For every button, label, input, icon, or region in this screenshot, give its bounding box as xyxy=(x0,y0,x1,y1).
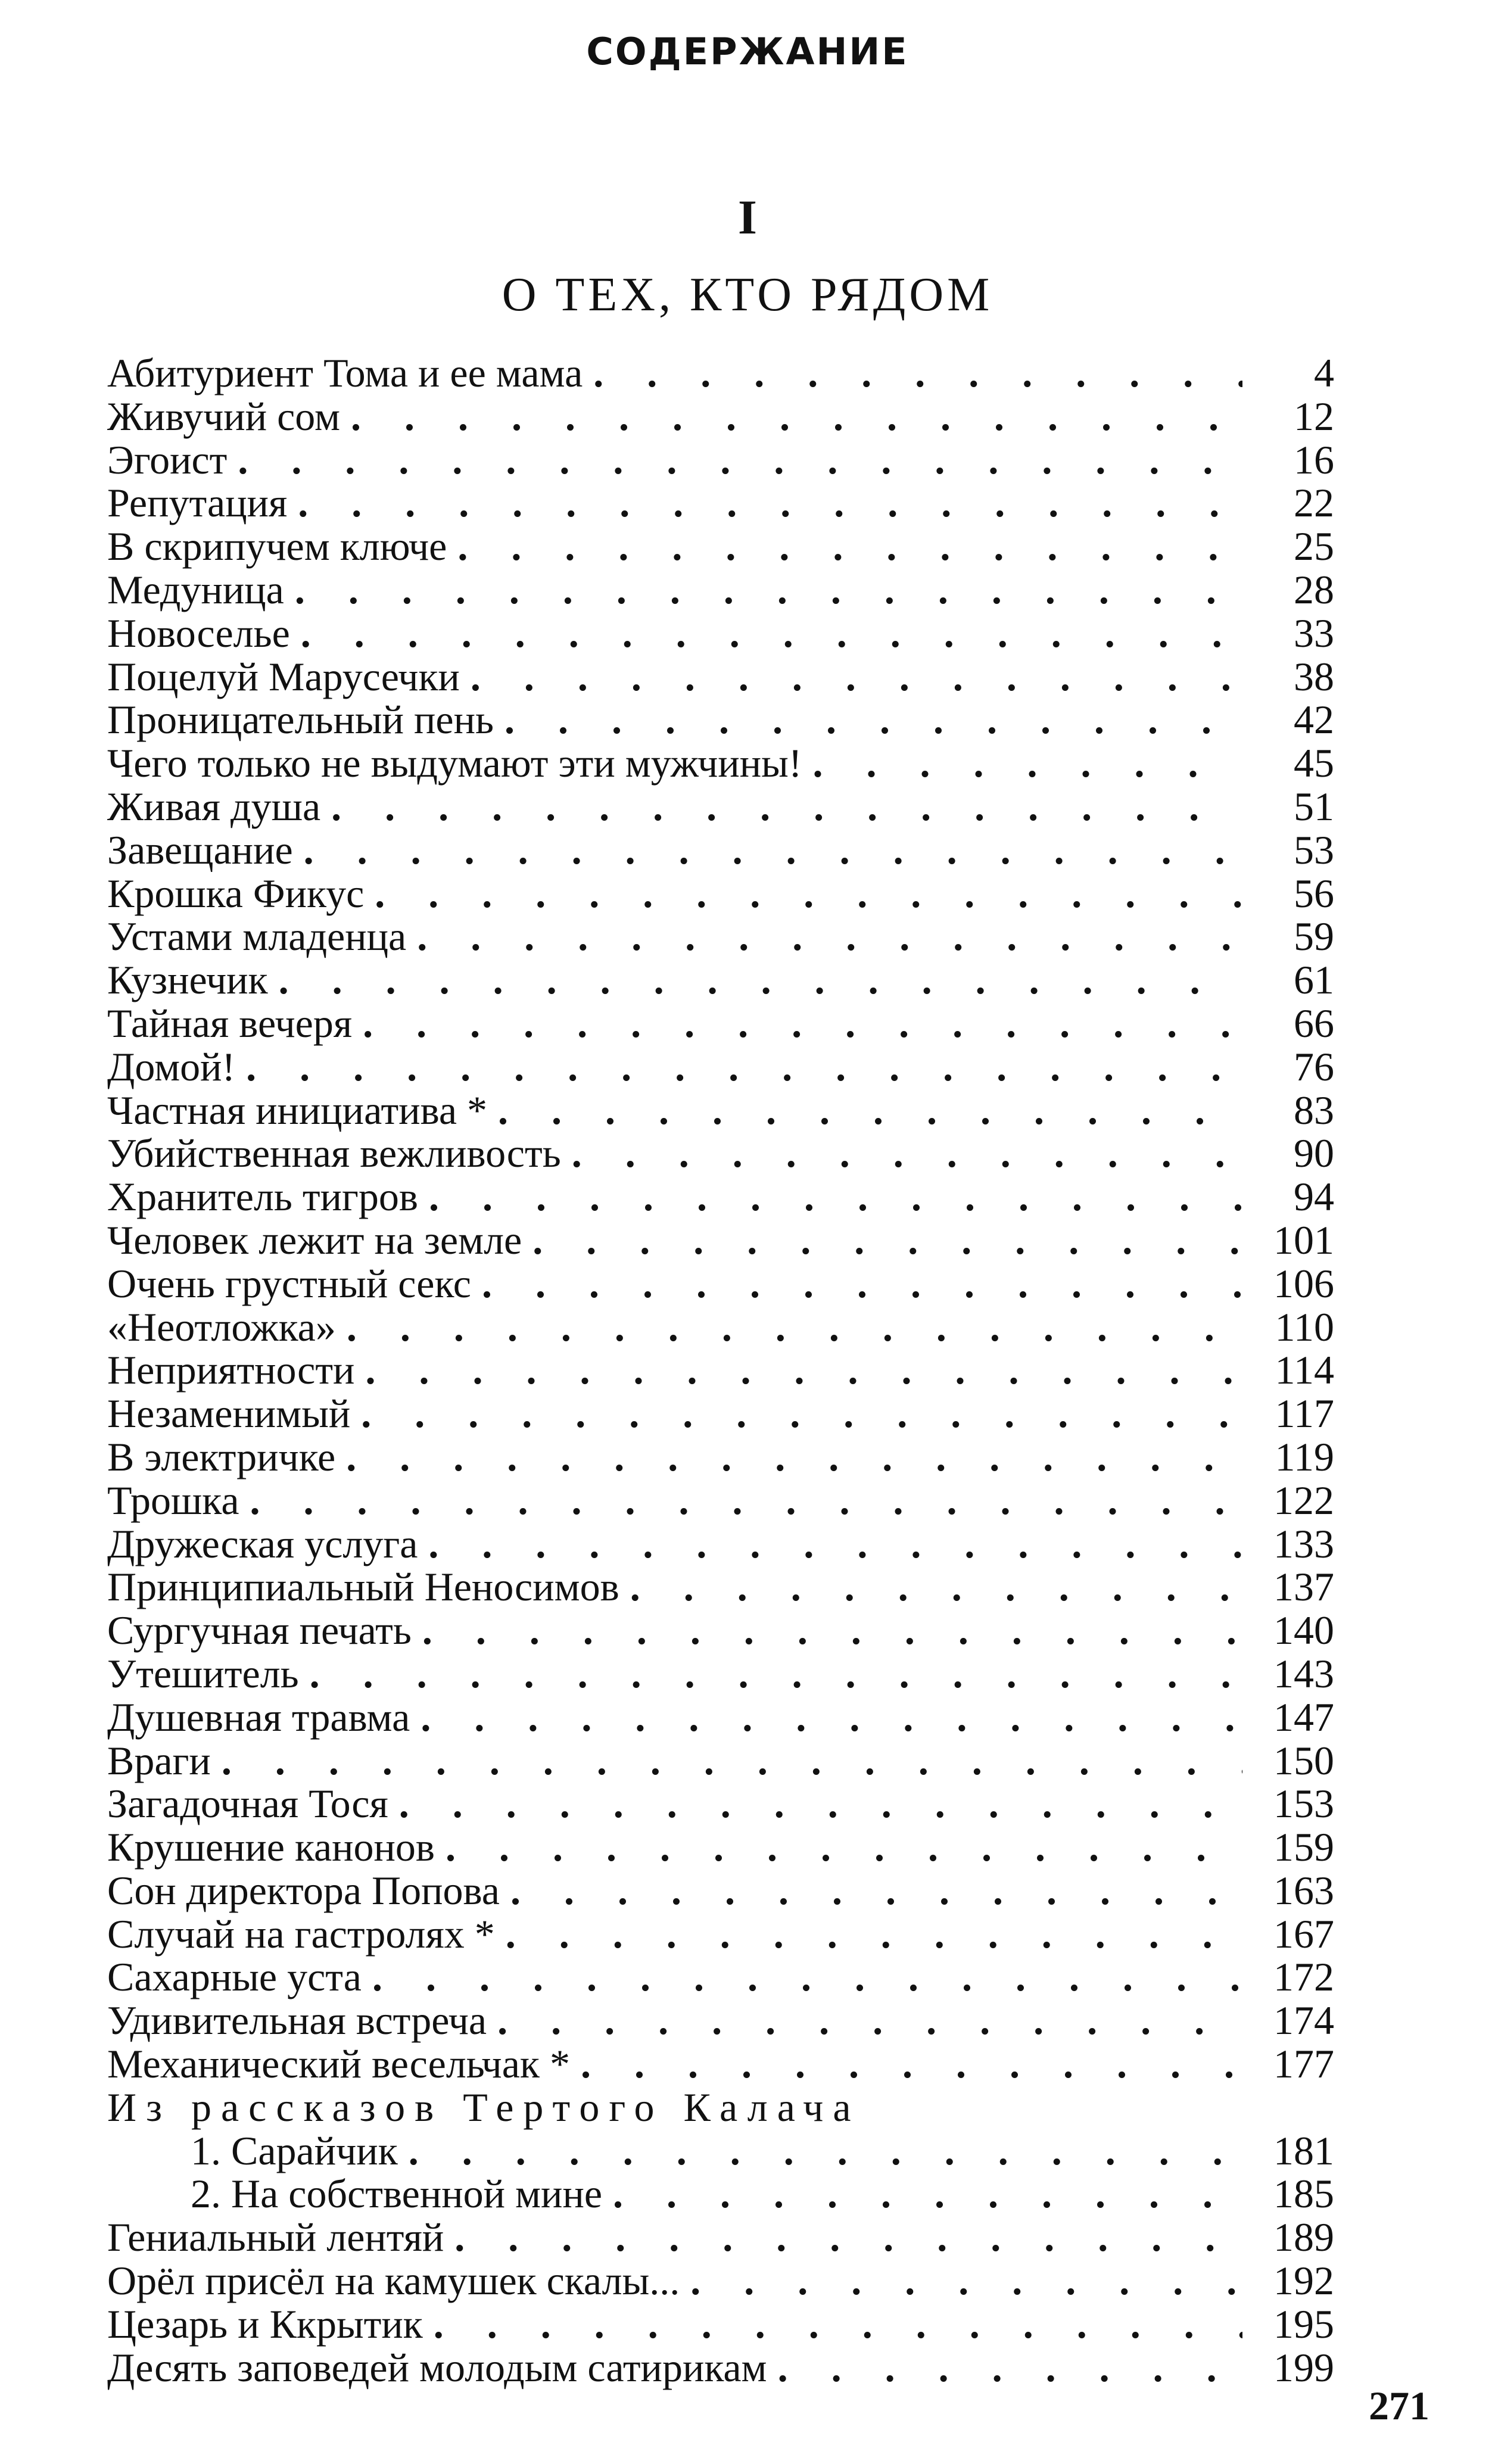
toc-entry-page: 159 xyxy=(1273,1824,1334,1870)
dot-leader xyxy=(422,1609,1242,1652)
dot-leader xyxy=(471,655,1242,699)
dot-leader xyxy=(690,2259,1242,2303)
toc-subentry[interactable] xyxy=(107,2129,1334,2173)
toc-entry-page: 101 xyxy=(1273,1217,1334,1263)
dot-leader xyxy=(298,481,1242,525)
dot-leader xyxy=(331,785,1242,828)
dot-leader xyxy=(497,1999,1242,2042)
toc-entry-page: 137 xyxy=(1273,1564,1334,1610)
toc-entry[interactable] xyxy=(107,1652,1334,1696)
toc-entry-page: 53 xyxy=(1294,827,1334,873)
dot-leader xyxy=(409,2129,1242,2173)
dot-leader xyxy=(446,1826,1242,1869)
toc-entry-page: 110 xyxy=(1275,1304,1334,1350)
dot-leader xyxy=(532,1219,1242,1262)
toc-entry-page: 33 xyxy=(1294,610,1334,656)
dot-leader xyxy=(417,915,1242,958)
toc-entry-title: Эгоист xyxy=(107,437,228,482)
toc-entry[interactable] xyxy=(107,1045,1334,1089)
toc-entry-title: Абитуриент Тома и ее мама xyxy=(107,350,583,395)
dot-leader xyxy=(434,2303,1242,2346)
toc-entry-title: Хранитель тигров xyxy=(107,1174,419,1220)
dot-leader xyxy=(572,1132,1242,1175)
toc-entry[interactable] xyxy=(107,915,1334,958)
toc-entry[interactable] xyxy=(107,1999,1334,2042)
dot-leader xyxy=(454,2216,1242,2259)
toc-entry[interactable] xyxy=(107,1219,1334,1262)
toc-entry-title: Поцелуй Марусечки xyxy=(107,653,460,699)
toc-entry-page: 114 xyxy=(1275,1347,1334,1393)
toc-entry-title: Кузнечик xyxy=(107,957,268,1003)
dot-leader xyxy=(399,1782,1242,1826)
page-number: 271 xyxy=(1369,2383,1429,2428)
toc-entry-title: Утешитель xyxy=(107,1650,299,1696)
toc-entry[interactable] xyxy=(107,1132,1334,1175)
toc-entry-page: 195 xyxy=(1273,2301,1334,2347)
dot-leader xyxy=(347,1306,1242,1349)
toc-entry-title: Принципиальный Неносимов xyxy=(107,1564,619,1610)
toc-entry[interactable] xyxy=(107,2216,1334,2259)
toc-entry-page: 177 xyxy=(1273,2041,1334,2087)
toc-entry[interactable] xyxy=(107,351,1334,395)
toc-entry-page: 56 xyxy=(1294,870,1334,916)
toc-subentry-page: 185 xyxy=(1273,2171,1334,2217)
toc-entry-title: Неприятности xyxy=(107,1347,355,1393)
dot-leader xyxy=(238,438,1242,482)
toc-entry[interactable] xyxy=(107,698,1334,742)
toc-entry-page: 12 xyxy=(1294,393,1334,439)
dot-leader xyxy=(613,2172,1242,2216)
toc-group-title: Из рассказов Тертого Калача xyxy=(107,2084,861,2130)
toc-entry-title: Крошка Фикус xyxy=(107,870,365,916)
table-of-contents xyxy=(107,351,1334,2389)
section-number: I xyxy=(738,190,757,244)
toc-entry-title: Завещание xyxy=(107,827,293,873)
toc-entry[interactable] xyxy=(107,438,1334,482)
toc-entry-title: «Неотложка» xyxy=(107,1304,336,1350)
toc-entry-page: 192 xyxy=(1273,2258,1334,2304)
dot-leader xyxy=(250,1479,1243,1522)
toc-entry-page: 83 xyxy=(1294,1087,1334,1133)
toc-entry-title: Механический весельчак * xyxy=(107,2041,570,2087)
toc-entry[interactable] xyxy=(107,1002,1334,1045)
toc-entry-page: 163 xyxy=(1273,1867,1334,1913)
toc-entry-page: 174 xyxy=(1273,1998,1334,2044)
dot-leader xyxy=(498,1089,1242,1132)
toc-entry[interactable] xyxy=(107,1089,1334,1132)
toc-entry-page: 199 xyxy=(1273,2344,1334,2390)
toc-entry-page: 143 xyxy=(1273,1650,1334,1696)
toc-entry[interactable] xyxy=(107,1696,1334,1739)
dot-leader xyxy=(593,351,1242,395)
toc-entry-title: Сон директора Попова xyxy=(107,1867,500,1913)
dot-leader xyxy=(365,1348,1242,1392)
toc-entry[interactable] xyxy=(107,1565,1334,1609)
toc-entry[interactable] xyxy=(107,1306,1334,1349)
toc-subentry-title: 1. Сарайчик xyxy=(191,2127,398,2173)
dot-leader xyxy=(510,1869,1242,1912)
toc-entry[interactable] xyxy=(107,655,1334,699)
toc-entry[interactable] xyxy=(107,612,1334,655)
dot-leader xyxy=(457,525,1242,568)
toc-entry-page: 76 xyxy=(1294,1043,1334,1089)
toc-entry-page: 167 xyxy=(1273,1911,1334,1957)
toc-subentry[interactable] xyxy=(107,2172,1334,2216)
toc-entry-title: Орёл присёл на камушек скалы... xyxy=(107,2258,680,2304)
toc-entry-title: Тайная вечеря xyxy=(107,1000,353,1046)
toc-entry-title: Чего только не выдумают эти мужчины! xyxy=(107,740,802,786)
toc-entry-title: Враги xyxy=(107,1737,211,1783)
toc-entry-title: Сургучная печать xyxy=(107,1608,412,1653)
toc-entry-title: Крушение канонов xyxy=(107,1824,435,1870)
toc-entry-title: Домой! xyxy=(107,1043,236,1089)
dot-leader xyxy=(279,958,1242,1002)
dot-leader xyxy=(222,1739,1242,1783)
dot-leader xyxy=(361,1392,1242,1435)
toc-entry[interactable] xyxy=(107,568,1334,612)
dot-leader xyxy=(304,828,1242,872)
toc-entry[interactable] xyxy=(107,1955,1334,1999)
toc-entry-page: 45 xyxy=(1294,740,1334,786)
toc-entry-title: Проницательный пень xyxy=(107,697,494,743)
toc-entry[interactable] xyxy=(107,1826,1334,1869)
dot-leader xyxy=(504,698,1242,742)
toc-entry[interactable] xyxy=(107,785,1334,828)
dot-leader xyxy=(351,395,1242,438)
toc-entry-title: Новоселье xyxy=(107,610,290,656)
toc-entry-page: 150 xyxy=(1273,1737,1334,1783)
toc-entry[interactable] xyxy=(107,395,1334,438)
toc-entry[interactable] xyxy=(107,1479,1334,1522)
dot-leader xyxy=(346,1435,1242,1479)
dot-leader xyxy=(310,1652,1242,1696)
dot-leader xyxy=(630,1565,1242,1609)
toc-entry-title: Очень грустный секс xyxy=(107,1260,471,1306)
toc-entry-title: Удивительная встреча xyxy=(107,1998,487,2044)
dot-leader xyxy=(301,612,1242,655)
toc-entry-title: Человек лежит на земле xyxy=(107,1217,522,1263)
toc-entry[interactable] xyxy=(107,1782,1334,1826)
toc-entry[interactable] xyxy=(107,828,1334,872)
toc-entry[interactable] xyxy=(107,2259,1334,2303)
toc-entry-title: Десять заповедей молодым сатирикам xyxy=(107,2344,767,2390)
toc-entry[interactable] xyxy=(107,1912,1334,1956)
toc-entry-title: В электричке xyxy=(107,1434,336,1479)
toc-entry-page: 172 xyxy=(1273,1954,1334,2000)
toc-entry-page: 25 xyxy=(1294,524,1334,569)
toc-entry-page: 140 xyxy=(1273,1608,1334,1653)
toc-entry[interactable] xyxy=(107,2303,1334,2346)
toc-entry-page: 189 xyxy=(1273,2214,1334,2260)
page-heading: СОДЕРЖАНИЕ xyxy=(586,30,909,73)
toc-entry-title: Трошка xyxy=(107,1477,239,1523)
toc-entry[interactable] xyxy=(107,1392,1334,1435)
toc-entry-page: 42 xyxy=(1294,697,1334,743)
toc-entry-page: 117 xyxy=(1275,1391,1334,1437)
dot-leader xyxy=(421,1696,1242,1739)
dot-leader xyxy=(428,1522,1242,1566)
toc-entry[interactable] xyxy=(107,525,1334,568)
toc-entry-title: В скрипучем ключе xyxy=(107,524,447,569)
toc-entry[interactable] xyxy=(107,1869,1334,1912)
toc-entry-page: 133 xyxy=(1273,1521,1334,1566)
toc-entry-title: Живая душа xyxy=(107,783,321,829)
toc-entry-title: Репутация xyxy=(107,480,288,526)
toc-entry[interactable] xyxy=(107,1175,1334,1219)
toc-entry-title: Незаменимый xyxy=(107,1391,351,1437)
toc-entry-page: 119 xyxy=(1275,1434,1334,1479)
toc-entry-page: 59 xyxy=(1294,914,1334,960)
dot-leader xyxy=(372,1955,1242,1999)
toc-entry[interactable] xyxy=(107,481,1334,525)
toc-entry-title: Случай на гастролях * xyxy=(107,1911,495,1957)
toc-entry[interactable] xyxy=(107,1739,1334,1783)
toc-entry-page: 38 xyxy=(1294,653,1334,699)
toc-entry[interactable] xyxy=(107,872,1334,915)
dot-leader xyxy=(581,2042,1242,2086)
dot-leader xyxy=(246,1045,1242,1089)
toc-entry-page: 66 xyxy=(1294,1000,1334,1046)
toc-entry-title: Живучий сом xyxy=(107,393,340,439)
toc-entry[interactable] xyxy=(107,1609,1334,1652)
dot-leader xyxy=(506,1912,1242,1956)
toc-entry[interactable] xyxy=(107,1522,1334,1566)
toc-entry-page: 94 xyxy=(1294,1174,1334,1220)
toc-subentry-page: 181 xyxy=(1273,2127,1334,2173)
toc-entry[interactable] xyxy=(107,2042,1334,2086)
toc-group-heading xyxy=(107,2086,1334,2129)
toc-subentry-title: 2. На собственной мине xyxy=(191,2171,603,2217)
toc-entry[interactable] xyxy=(107,742,1334,785)
toc-entry-title: Устами младенца xyxy=(107,914,407,960)
dot-leader xyxy=(375,872,1242,915)
dot-leader xyxy=(429,1175,1242,1219)
toc-entry-page: 122 xyxy=(1273,1477,1334,1523)
toc-entry-title: Загадочная Тося xyxy=(107,1781,388,1827)
dot-leader xyxy=(813,742,1243,785)
toc-entry-title: Цезарь и Ккрытик xyxy=(107,2301,423,2347)
section-title: О ТЕХ, КТО РЯДОМ xyxy=(502,269,993,321)
toc-entry-title: Убийственная вежливость xyxy=(107,1130,561,1176)
toc-entry-page: 106 xyxy=(1273,1260,1334,1306)
toc-entry[interactable] xyxy=(107,1262,1334,1306)
toc-entry-title: Сахарные уста xyxy=(107,1954,362,2000)
dot-leader xyxy=(482,1262,1242,1306)
toc-entry-page: 90 xyxy=(1294,1130,1334,1176)
toc-entry[interactable] xyxy=(107,1435,1334,1479)
toc-entry-page: 147 xyxy=(1273,1694,1334,1740)
toc-entry-title: Душевная травма xyxy=(107,1694,410,1740)
toc-entry-page: 4 xyxy=(1314,350,1334,395)
toc-entry-page: 28 xyxy=(1294,566,1334,612)
toc-entry-page: 22 xyxy=(1294,480,1334,526)
toc-entry-title: Дружеская услуга xyxy=(107,1521,418,1566)
toc-entry-title: Частная инициатива * xyxy=(107,1087,487,1133)
toc-entry[interactable] xyxy=(107,1348,1334,1392)
toc-entry-page: 16 xyxy=(1294,437,1334,482)
toc-entry-title: Гениальный лентяй xyxy=(107,2214,444,2260)
toc-entry-page: 153 xyxy=(1273,1781,1334,1827)
toc-entry-page: 61 xyxy=(1294,957,1334,1003)
toc-entry[interactable] xyxy=(107,958,1334,1002)
dot-leader xyxy=(363,1002,1242,1045)
toc-entry-title: Медуница xyxy=(107,566,284,612)
toc-entry-page: 51 xyxy=(1294,783,1334,829)
dot-leader xyxy=(295,568,1242,612)
